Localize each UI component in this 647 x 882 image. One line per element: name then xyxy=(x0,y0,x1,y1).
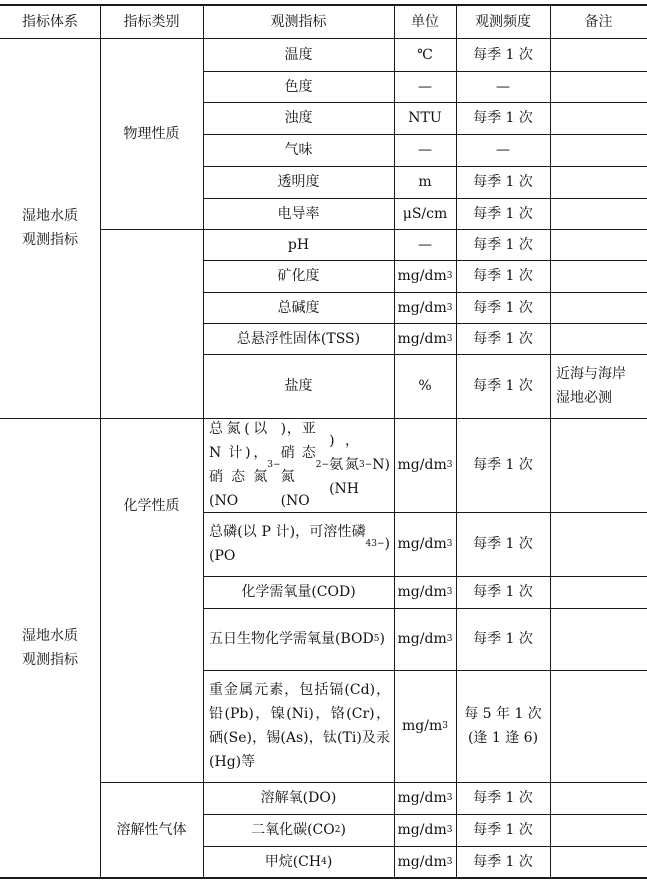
indicator-cell: 总磷(以 P 计)，可溶性磷(PO 4 3− ) xyxy=(209,524,390,564)
table-rule xyxy=(100,782,647,783)
unit-cell: mg/dm 3 xyxy=(397,854,453,870)
frequency-cell: 每季 1 次 xyxy=(473,536,533,552)
indicator-cell: 甲烷(CH 4 ) xyxy=(264,854,333,870)
note-cell xyxy=(550,418,647,512)
indicator-cell: 总碱度 xyxy=(277,299,320,316)
category-label: 溶解性气体 xyxy=(116,822,187,838)
unit-cell: % xyxy=(418,378,432,394)
indicator-cell: 溶解氧(DO) xyxy=(260,790,337,806)
frequency-cell: 每 5 年 1 次 (逢 1 逢 6) xyxy=(464,706,542,746)
note-cell xyxy=(550,814,647,846)
table-rule xyxy=(203,846,647,847)
indicator-cell: 盐度 xyxy=(284,378,313,394)
note-cell xyxy=(550,38,647,71)
note-cell xyxy=(550,198,647,229)
indicator-cell: 电导率 xyxy=(277,205,320,222)
frequency-cell: 每季 1 次 xyxy=(473,174,533,190)
frequency-cell: 每季 1 次 xyxy=(473,110,533,126)
unit-cell: mg/dm 3 xyxy=(397,822,453,838)
frequency-cell: 每季 1 次 xyxy=(473,236,533,253)
note-cell: 近海与海岸 湿地必测 xyxy=(556,366,626,406)
category-label: 化学性质 xyxy=(123,497,180,514)
indicator-cell: 重金属元素，包括镉(Cd)，铅(Pb)，镍(Ni)，铬(Cr)，硒(Se)，锡(As)，钛(Ti)及汞(Hg)等 xyxy=(209,682,391,770)
unit-cell: m xyxy=(418,174,432,190)
frequency-cell: 每季 1 次 xyxy=(473,46,533,63)
indicator-cell: 二氧化碳(CO 2 ) xyxy=(251,822,346,838)
unit-cell: — xyxy=(418,78,432,95)
note-cell xyxy=(550,260,647,292)
indicator-cell: pH xyxy=(287,236,310,253)
indicator-cell: 总悬浮性固体(TSS) xyxy=(236,330,361,347)
unit-cell: mg/dm 3 xyxy=(397,790,453,806)
table-rule xyxy=(203,292,647,293)
indicator-cell: 化学需氧量(COD) xyxy=(241,584,356,600)
unit-cell: mg/dm 3 xyxy=(397,631,453,647)
table-rule xyxy=(203,608,647,609)
unit-cell: — xyxy=(418,236,432,253)
table-rule xyxy=(203,260,647,261)
table-rule xyxy=(100,5,101,878)
table-rule xyxy=(203,512,647,513)
indicator-cell: 温度 xyxy=(284,46,313,63)
note-cell xyxy=(550,608,647,670)
table-rule xyxy=(203,354,647,355)
note-cell xyxy=(550,134,647,166)
table-rule xyxy=(203,323,647,324)
indicator-cell: 色度 xyxy=(284,78,313,95)
unit-cell: mg/dm 3 xyxy=(397,536,453,552)
note-cell xyxy=(550,323,647,354)
indicator-cell: 透明度 xyxy=(277,174,320,190)
frequency-cell: — xyxy=(496,142,510,158)
table-rule xyxy=(394,5,395,878)
unit-cell: mg/dm 3 xyxy=(397,457,453,473)
table-rule xyxy=(203,198,647,199)
frequency-cell: 每季 1 次 xyxy=(473,457,533,473)
frequency-cell: 每季 1 次 xyxy=(473,854,533,870)
system-label: 湿地水质 观测指标 xyxy=(22,208,78,248)
note-cell xyxy=(550,670,647,782)
unit-cell: μS/cm xyxy=(402,205,448,222)
indicator-cell: 浊度 xyxy=(284,110,313,126)
table-rule xyxy=(203,102,647,103)
table-rule xyxy=(203,576,647,577)
table-rule xyxy=(203,166,647,167)
frequency-cell: 每季 1 次 xyxy=(473,631,533,647)
unit-cell: mg/dm 3 xyxy=(397,299,453,316)
indicator-cell: 气味 xyxy=(284,142,313,158)
table-rule xyxy=(203,134,647,135)
indicator-cell: 矿化度 xyxy=(277,268,320,284)
table-rule xyxy=(203,670,647,671)
indicator-cell: 总氮(以 N 计)，硝态氮(NO 3 − )，亚硝态氮(NO 2 − )，氨氮(NH 3 − N) xyxy=(209,421,390,509)
note-cell xyxy=(550,102,647,134)
table-rule xyxy=(203,71,647,72)
note-cell xyxy=(550,71,647,102)
note-cell xyxy=(550,166,647,198)
table-rule xyxy=(203,5,204,878)
note-cell xyxy=(550,846,647,878)
header-system: 指标体系 xyxy=(22,13,78,30)
frequency-cell: 每季 1 次 xyxy=(473,330,533,347)
note-cell xyxy=(550,512,647,576)
note-cell xyxy=(550,229,647,260)
unit-cell: mg/dm 3 xyxy=(397,268,453,284)
header-indicator: 观测指标 xyxy=(270,13,327,30)
header-frequency: 观测频度 xyxy=(475,13,531,30)
header-note: 备注 xyxy=(584,13,613,30)
table-rule xyxy=(203,814,647,815)
header-unit: 单位 xyxy=(411,13,439,30)
category-label: 物理性质 xyxy=(123,125,180,142)
table-rule xyxy=(100,229,647,230)
system-label: 湿地水质 观测指标 xyxy=(22,628,78,668)
unit-cell: ℃ xyxy=(417,46,433,63)
note-cell xyxy=(550,576,647,608)
unit-cell: NTU xyxy=(408,110,442,126)
unit-cell: — xyxy=(418,142,432,158)
note-cell xyxy=(550,292,647,323)
unit-cell: mg/dm 3 xyxy=(397,330,453,347)
frequency-cell: 每季 1 次 xyxy=(473,268,533,284)
frequency-cell: 每季 1 次 xyxy=(473,378,533,394)
frequency-cell: 每季 1 次 xyxy=(473,790,533,806)
table-rule xyxy=(456,5,457,878)
unit-cell: mg/dm 3 xyxy=(397,584,453,600)
unit-cell: mg/m 3 xyxy=(402,718,448,734)
header-category: 指标类别 xyxy=(123,13,180,30)
frequency-cell: 每季 1 次 xyxy=(473,299,533,316)
frequency-cell: 每季 1 次 xyxy=(473,205,533,222)
frequency-cell: — xyxy=(496,78,510,95)
frequency-cell: 每季 1 次 xyxy=(473,822,533,838)
frequency-cell: 每季 1 次 xyxy=(473,584,533,600)
note-cell xyxy=(550,782,647,814)
indicator-cell: 五日生物化学需氧量(BOD 5 ) xyxy=(209,631,385,647)
table-rule xyxy=(550,5,551,878)
